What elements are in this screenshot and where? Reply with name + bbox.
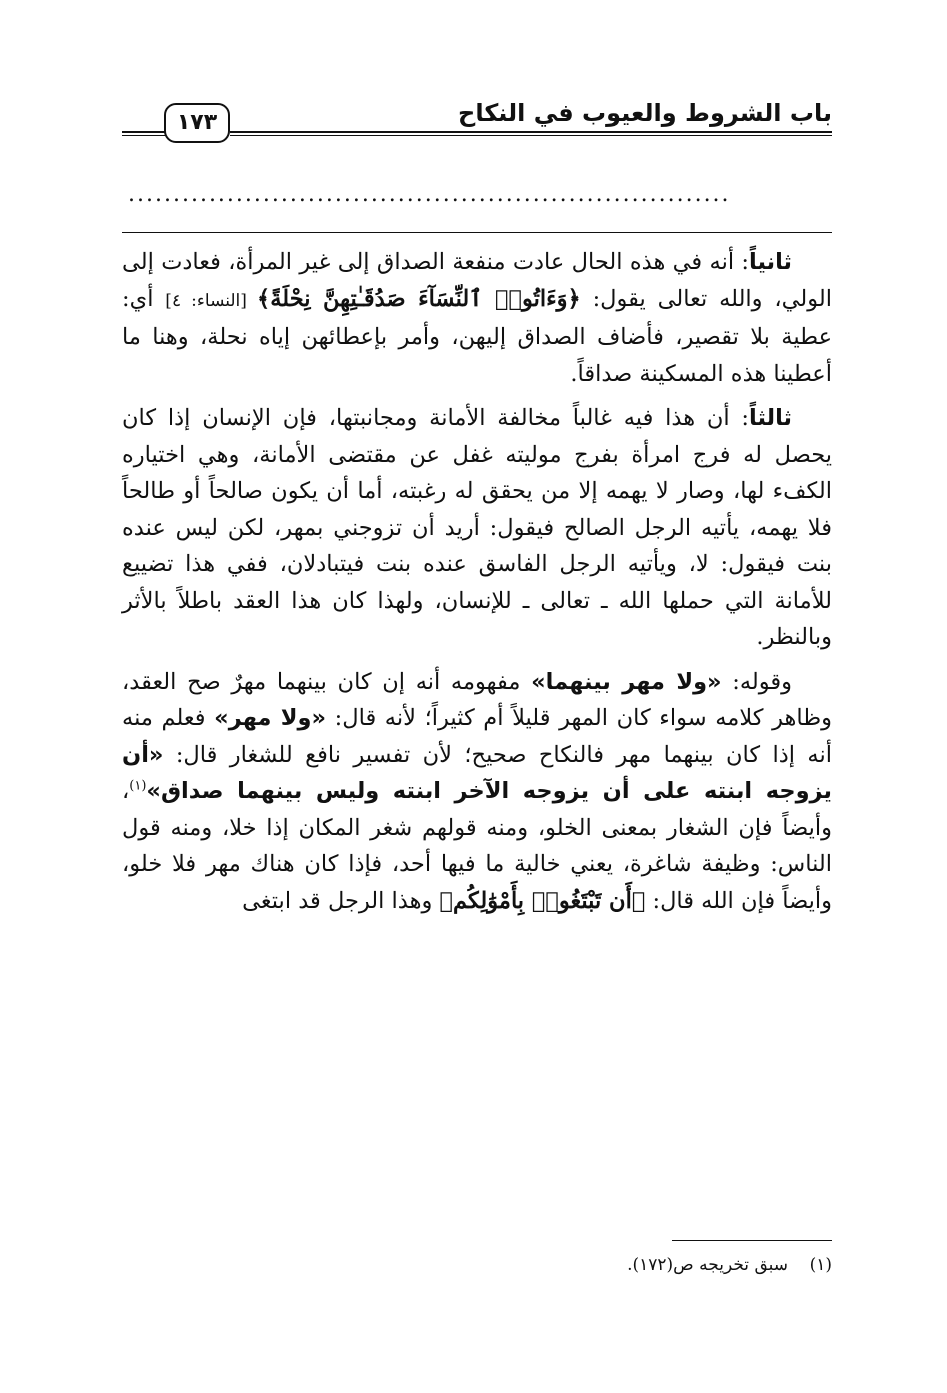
paragraph-text: : أن هذا فيه غالباً مخالفة الأمانة ومجانبتها، فإن الإنسان إذا كان يحصل له فرج امرأة بفرج موليته غفل عن مقتضى الأمانة، وهي اختياره الكفء لها، وصار لا يهمه إلا من يحقق له رغبته، أما أن يكون صالحاً أو طالحاً فلا يهمه، يأتيه الرجل الصالح فيقول: أريد أن تزوجني بمهر، لكن ليس عنده بنت فيقول: لا، ويأتيه الرجل الفاسق عنده بنت فيتبادلان، ففي هذا تضييع للأمانة التي حملها الله ـ تعالى ـ للإنسان، ولهذا كان هذا العقد باطلاً بالأثر وبالنظر. [122, 405, 832, 650]
footnote-text: سبق تخريجه ص(١٧٢). [627, 1255, 788, 1275]
top-rule [122, 232, 832, 233]
verse-reference: [النساء: ٤] [165, 290, 258, 311]
paragraph-text: : أنه في هذه الحال عادت منفعة الصداق إلى غير المرأة، فعادت إلى الولي، والله تعالى يقول: [122, 249, 832, 312]
hadith-quote: «ولا مهر بينهما» [531, 668, 722, 695]
footnote-rule [672, 1240, 832, 1241]
footnote [432, 1252, 832, 1278]
lead-word: ثانياً [749, 249, 792, 275]
quran-verse: ﴿أَن تَبْتَغُوا۟ بِأَمْوَٰلِكُم﴾ [439, 887, 646, 914]
paragraph-text: وهذا الرجل قد ابتغى [242, 887, 440, 914]
page-header [122, 95, 832, 155]
paragraph-thalithan [122, 400, 832, 656]
header-rule [230, 131, 832, 136]
main-text [122, 244, 832, 927]
paragraph-text: أي: عطية بلا تقصير، فأضاف الصداق إليهن، وأمر بإعطائهن إياه نحلة، وهنا ما أعطينا هذه المسكينة صداقاً. [122, 285, 832, 387]
paragraph-text: وقوله: [721, 668, 792, 695]
quran-verse: ﴿وَءَاتُوا۟ ٱلنِّسَآءَ صَدُقَـٰتِهِنَّ نِحْلَةً﴾ [257, 285, 581, 312]
chapter-title: باب الشروط والعيوب في النكاح [458, 99, 832, 127]
hadith-quote: «أن يزوجه ابنته على أن يزوجه الآخر ابنته وليس بينهما صداق» [122, 741, 832, 804]
header-rule-left [122, 131, 166, 136]
footnote-ref: (١) [129, 778, 147, 794]
lead-word: ثالثاً [749, 405, 792, 431]
paragraph-thaniyan [122, 244, 832, 392]
paragraph-text: فعلم منه أنه إذا كان بينهما مهر فالنكاح صحيح؛ لأن تفسير نافع للشغار قال: [122, 705, 832, 768]
paragraph-qawluhu [122, 664, 832, 920]
paragraph-text: ، وأيضاً فإن الشغار بمعنى الخلو، ومنه قولهم شغر المكان إذا خلا، ومنه قول الناس: وظيفة شاغرة، يعني خالية ما فيها أحد، فإذا كان هناك مهر فلا خلو، وأيضاً فإن الله قال: [122, 778, 832, 914]
paragraph-text: مفهومه أنه إن كان بينهما مهرٌ صح العقد، وظاهر كلامه سواء كان المهر قليلاً أم كثيراً؛ لأنه قال: [122, 668, 832, 731]
hadith-quote: «ولا مهر» [214, 705, 327, 731]
footnote-number: (١) [809, 1255, 832, 1275]
dotted-separator: ................................................................... [128, 182, 731, 207]
page-number: ١٧٣ [164, 103, 230, 143]
